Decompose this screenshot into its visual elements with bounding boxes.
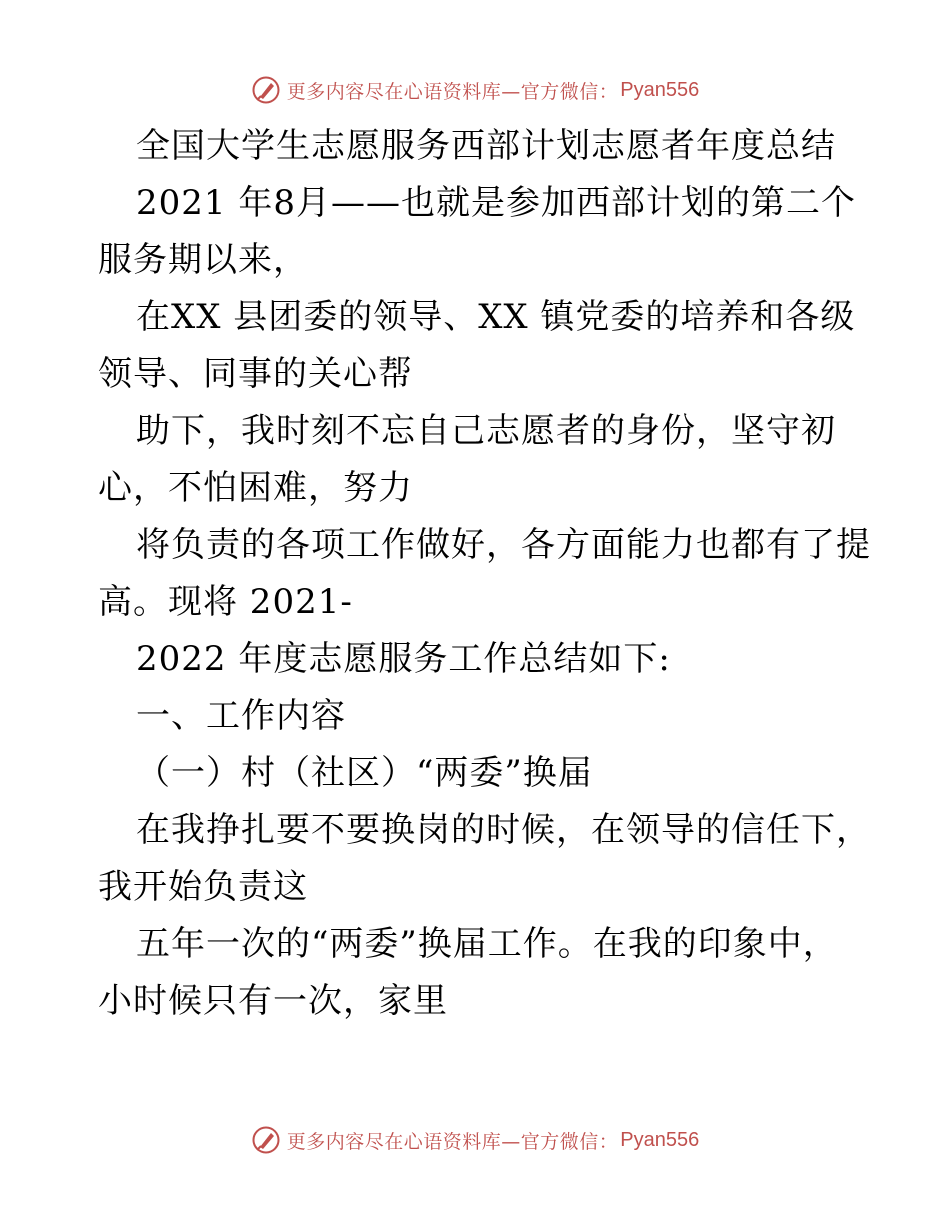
text-line: 2021 年8月——也就是参加西部计划的第二个 [136, 183, 856, 223]
text-line: 领导、同事的关心帮 [98, 354, 413, 394]
text-line: 小时候只有一次，家里 [98, 981, 448, 1021]
watermark-text: 更多内容尽在心语资料库—官方微信： [286, 1130, 619, 1153]
text-line: 高。现将 2021- [98, 582, 353, 622]
watermark-text: 更多内容尽在心语资料库—官方微信： [286, 80, 619, 103]
footer-watermark [0, 1120, 950, 1160]
text-line: 心，不怕困难，努力 [98, 468, 413, 508]
quill-logo-icon [251, 1125, 281, 1155]
text-line: 一、工作内容 [136, 696, 346, 736]
text-line: 将负责的各项工作做好，各方面能力也都有了提 [136, 525, 871, 565]
document-body [98, 118, 871, 1030]
header-watermark [0, 70, 950, 110]
text-line: 服务期以来， [98, 240, 308, 280]
watermark-wechat-id: Pyan556 [620, 78, 700, 101]
text-line: 全国大学生志愿服务西部计划志愿者年度总结 [136, 126, 836, 166]
text-line: 五年一次的“两委”换届工作。在我的印象中， [136, 924, 838, 964]
text-line: 我开始负责这 [98, 867, 308, 907]
quill-logo-icon [251, 75, 281, 105]
text-line: 2022 年度志愿服务工作总结如下: [136, 639, 671, 679]
watermark-wechat-id: Pyan556 [620, 1128, 700, 1151]
text-line: 在XX 县团委的领导、XX 镇党委的培养和各级 [136, 297, 856, 337]
text-line: 助下，我时刻不忘自己志愿者的身份，坚守初 [136, 411, 836, 451]
text-line: （一）村（社区）“两委”换届 [136, 753, 593, 793]
text-line: 在我挣扎要不要换岗的时候，在领导的信任下， [136, 810, 871, 850]
